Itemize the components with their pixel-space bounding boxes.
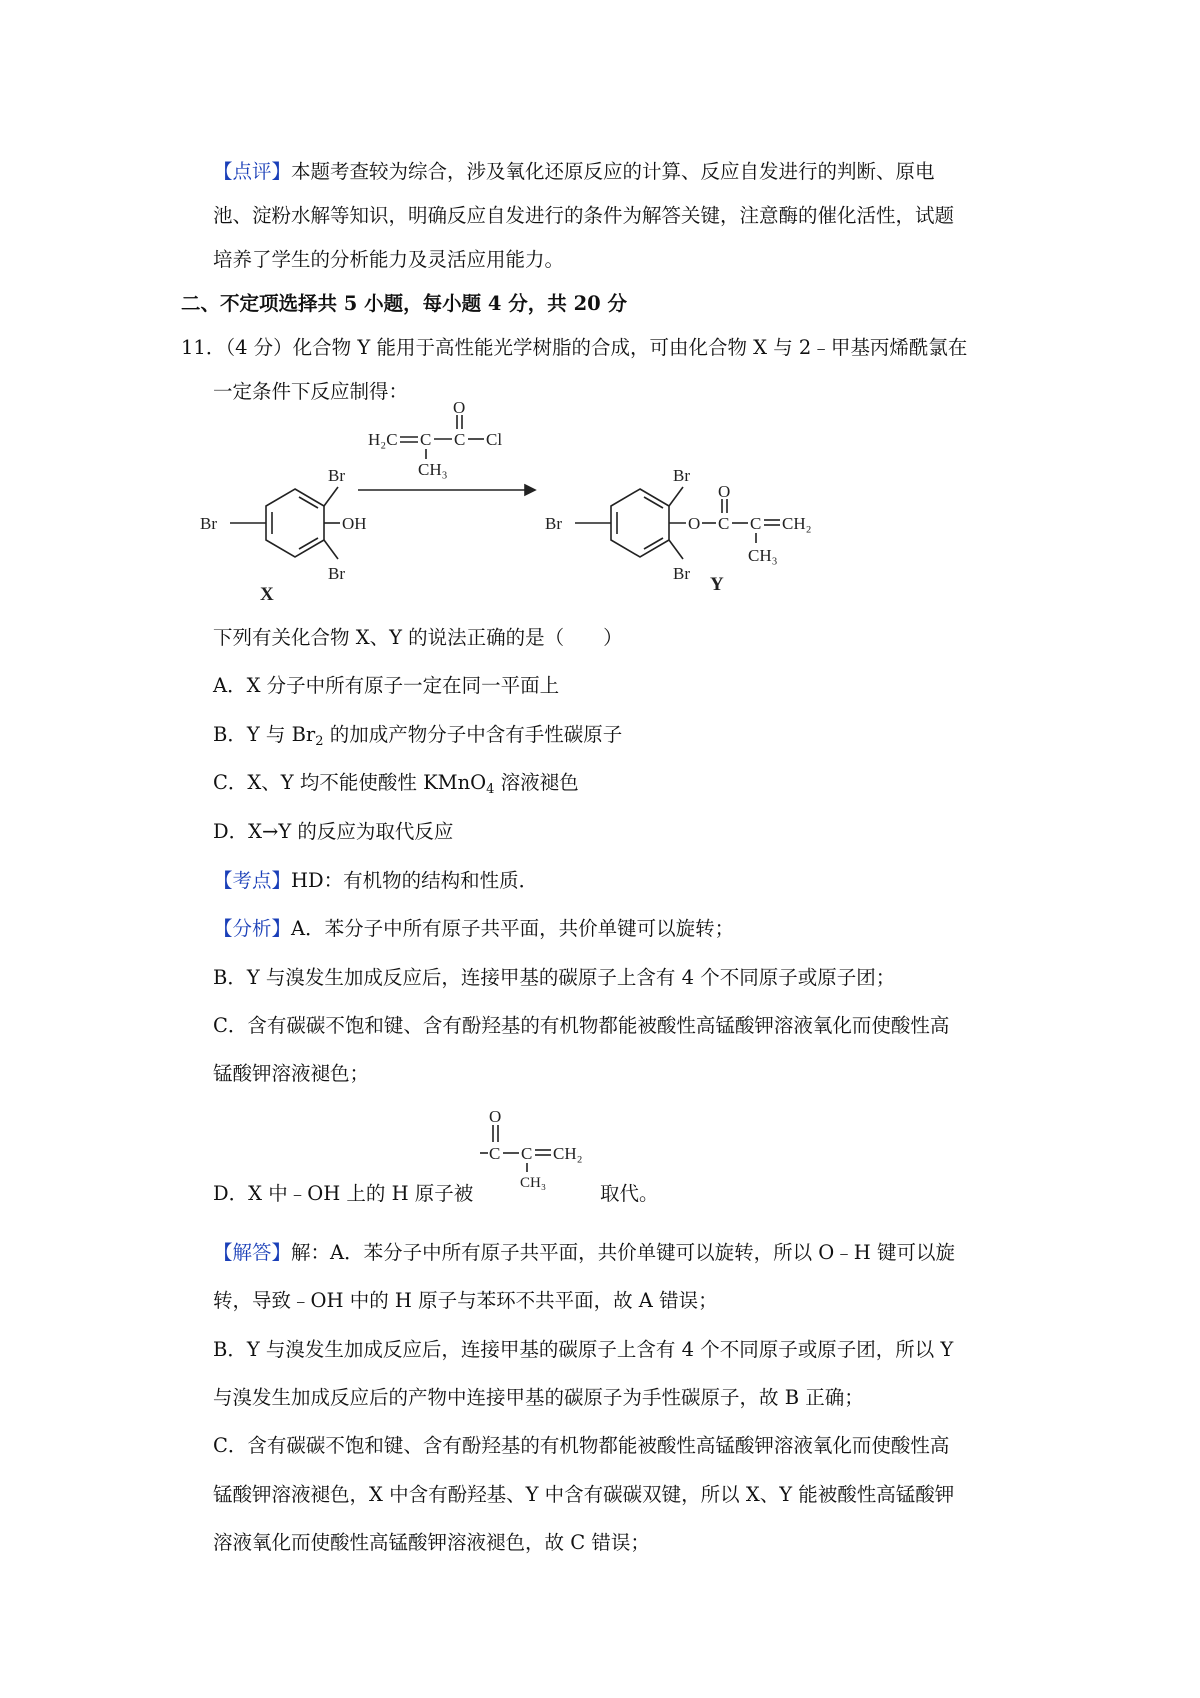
y-c2: C <box>750 514 762 533</box>
reagent-h2c: H₂C <box>368 430 398 449</box>
review-line-1 <box>213 157 935 187</box>
review-text-1: 本题考查较为综合，涉及氧化还原反应的计算、反应自发进行的判断、原电 <box>291 160 935 183</box>
option-a: A．X 分子中所有原子一定在同一平面上 <box>213 674 560 697</box>
x-oh: OH <box>342 514 367 533</box>
review-tag: 【点评】 <box>213 160 292 183</box>
fenxi-b: B．Y 与溴发生加成反应后，连接甲基的碳原子上含有 4 个不同原子或原子团； <box>213 966 896 989</box>
y-br-top: Br <box>673 466 690 485</box>
product-label: Y <box>710 574 724 595</box>
fenxi-line-a <box>213 914 734 944</box>
jieda-tag: 【解答】 <box>213 1241 292 1264</box>
x-bond-br-top <box>324 487 338 506</box>
y-c1: C <box>718 514 730 533</box>
reagent-ch3: CH₃ <box>418 460 448 479</box>
y-br-left: Br <box>545 514 562 533</box>
fenxi-d-pre: D．X 中﹣OH 上的 H 原子被 <box>213 1182 474 1205</box>
question-stem-1: 11．（4 分）化合物 Y 能用于高性能光学树脂的合成，可由化合物 X 与 2﹣甲基丙烯酰氯在 <box>181 336 968 359</box>
x-bond-br-bottom <box>324 540 338 559</box>
x-benzene-ring <box>266 489 324 557</box>
kaodian-tag: 【考点】 <box>213 869 292 892</box>
frag-o: O <box>489 1107 502 1126</box>
fenxi-a: A．苯分子中所有原子共平面，共价单键可以旋转； <box>291 917 735 940</box>
review-line-3: 培养了学生的分析能力及灵活应用能力。 <box>213 248 565 271</box>
kaodian-line <box>213 866 538 896</box>
frag-ch2: CH₂ <box>553 1144 583 1163</box>
option-b-sub: 2 <box>315 734 324 749</box>
section-title: 二、不定项选择共 5 小题，每小题 4 分，共 20 分 <box>181 292 628 315</box>
option-c <box>213 768 579 798</box>
methacryloyl-fragment <box>460 1052 610 1191</box>
y-benzene-ring <box>611 489 669 557</box>
frag-ch3: CH₃ <box>520 1175 547 1191</box>
y-ch2: CH₂ <box>782 514 812 533</box>
kaodian-text: HD：有机物的结构和性质． <box>291 869 539 892</box>
jieda-line-3: B．Y 与溴发生加成反应后，连接甲基的碳原子上含有 4 个不同原子或原子团，所以 Y <box>213 1338 954 1361</box>
fenxi-c1: C．含有碳碳不饱和键、含有酚羟基的有机物都能被酸性高锰酸钾溶液氧化而使酸性高 <box>213 1014 950 1037</box>
review-line-2: 池、淀粉水解等知识，明确反应自发进行的条件为解答关键，注意酶的催化活性，试题 <box>213 204 955 227</box>
option-c-post: 溶液褪色 <box>494 771 579 794</box>
jieda-text-1: 解：A．苯分子中所有原子共平面，共价单键可以旋转，所以 O﹣H 键可以旋 <box>291 1241 955 1264</box>
option-b <box>213 720 622 750</box>
option-b-post: 的加成产物分子中含有手性碳原子 <box>323 723 623 746</box>
question-prompt: 下列有关化合物 X、Y 的说法正确的是（ ） <box>213 626 623 649</box>
jieda-line-6: 锰酸钾溶液褪色，X 中含有酚羟基、Y 中含有碳碳双键，所以 X、Y 能被酸性高锰酸钾 <box>213 1483 955 1506</box>
option-c-pre: C．X、Y 均不能使酸性 KMnO <box>213 771 487 794</box>
option-d: D．X→Y 的反应为取代反应 <box>213 820 454 843</box>
jieda-line-7: 溶液氧化而使酸性高锰酸钾溶液褪色，故 C 错误； <box>213 1531 650 1554</box>
x-br-bottom: Br <box>328 564 345 583</box>
reactant-label: X <box>260 584 274 605</box>
reagent-c2: C <box>454 430 466 449</box>
x-br-left: Br <box>200 514 217 533</box>
option-b-pre: B．Y 与 Br <box>213 723 316 746</box>
jieda-line-5: C．含有碳碳不饱和键、含有酚羟基的有机物都能被酸性高锰酸钾溶液氧化而使酸性高 <box>213 1434 950 1457</box>
fenxi-d-post: 取代。 <box>600 1182 659 1205</box>
y-br-bottom: Br <box>673 564 690 583</box>
y-o: O <box>688 514 701 533</box>
option-c-sub: 4 <box>486 782 495 797</box>
fenxi-c2: 锰酸钾溶液褪色； <box>213 1062 370 1085</box>
x-br-top: Br <box>328 466 345 485</box>
x-double-bond-1 <box>299 497 318 508</box>
reagent-cl: Cl <box>486 430 503 449</box>
jieda-line-1 <box>213 1238 955 1268</box>
jieda-line-2: 转，导致﹣OH 中的 H 原子与苯环不共平面，故 A 错误； <box>213 1289 718 1312</box>
reagent-o: O <box>453 398 466 417</box>
frag-c2: C <box>521 1144 533 1163</box>
frag-c1: C <box>489 1144 501 1163</box>
question-stem-2: 一定条件下反应制得： <box>213 380 409 403</box>
y-bond-br-bottom <box>669 540 683 559</box>
reagent-structure <box>368 398 502 479</box>
reaction-scheme <box>200 395 920 615</box>
compound-x-structure <box>200 466 367 605</box>
compound-y-structure <box>545 466 812 595</box>
reaction-arrow-head <box>525 485 535 495</box>
x-double-bond-2 <box>299 538 318 549</box>
jieda-line-4: 与溴发生加成反应后的产物中连接甲基的碳原子为手性碳原子，故 B 正确； <box>213 1386 864 1409</box>
y-o-top: O <box>718 482 731 501</box>
fenxi-tag: 【分析】 <box>213 917 292 940</box>
y-ch3: CH₃ <box>748 546 778 565</box>
y-bond-br-top <box>669 487 683 506</box>
y-double-bond-1 <box>644 497 663 508</box>
reagent-c1: C <box>420 430 432 449</box>
y-double-bond-2 <box>644 538 663 549</box>
